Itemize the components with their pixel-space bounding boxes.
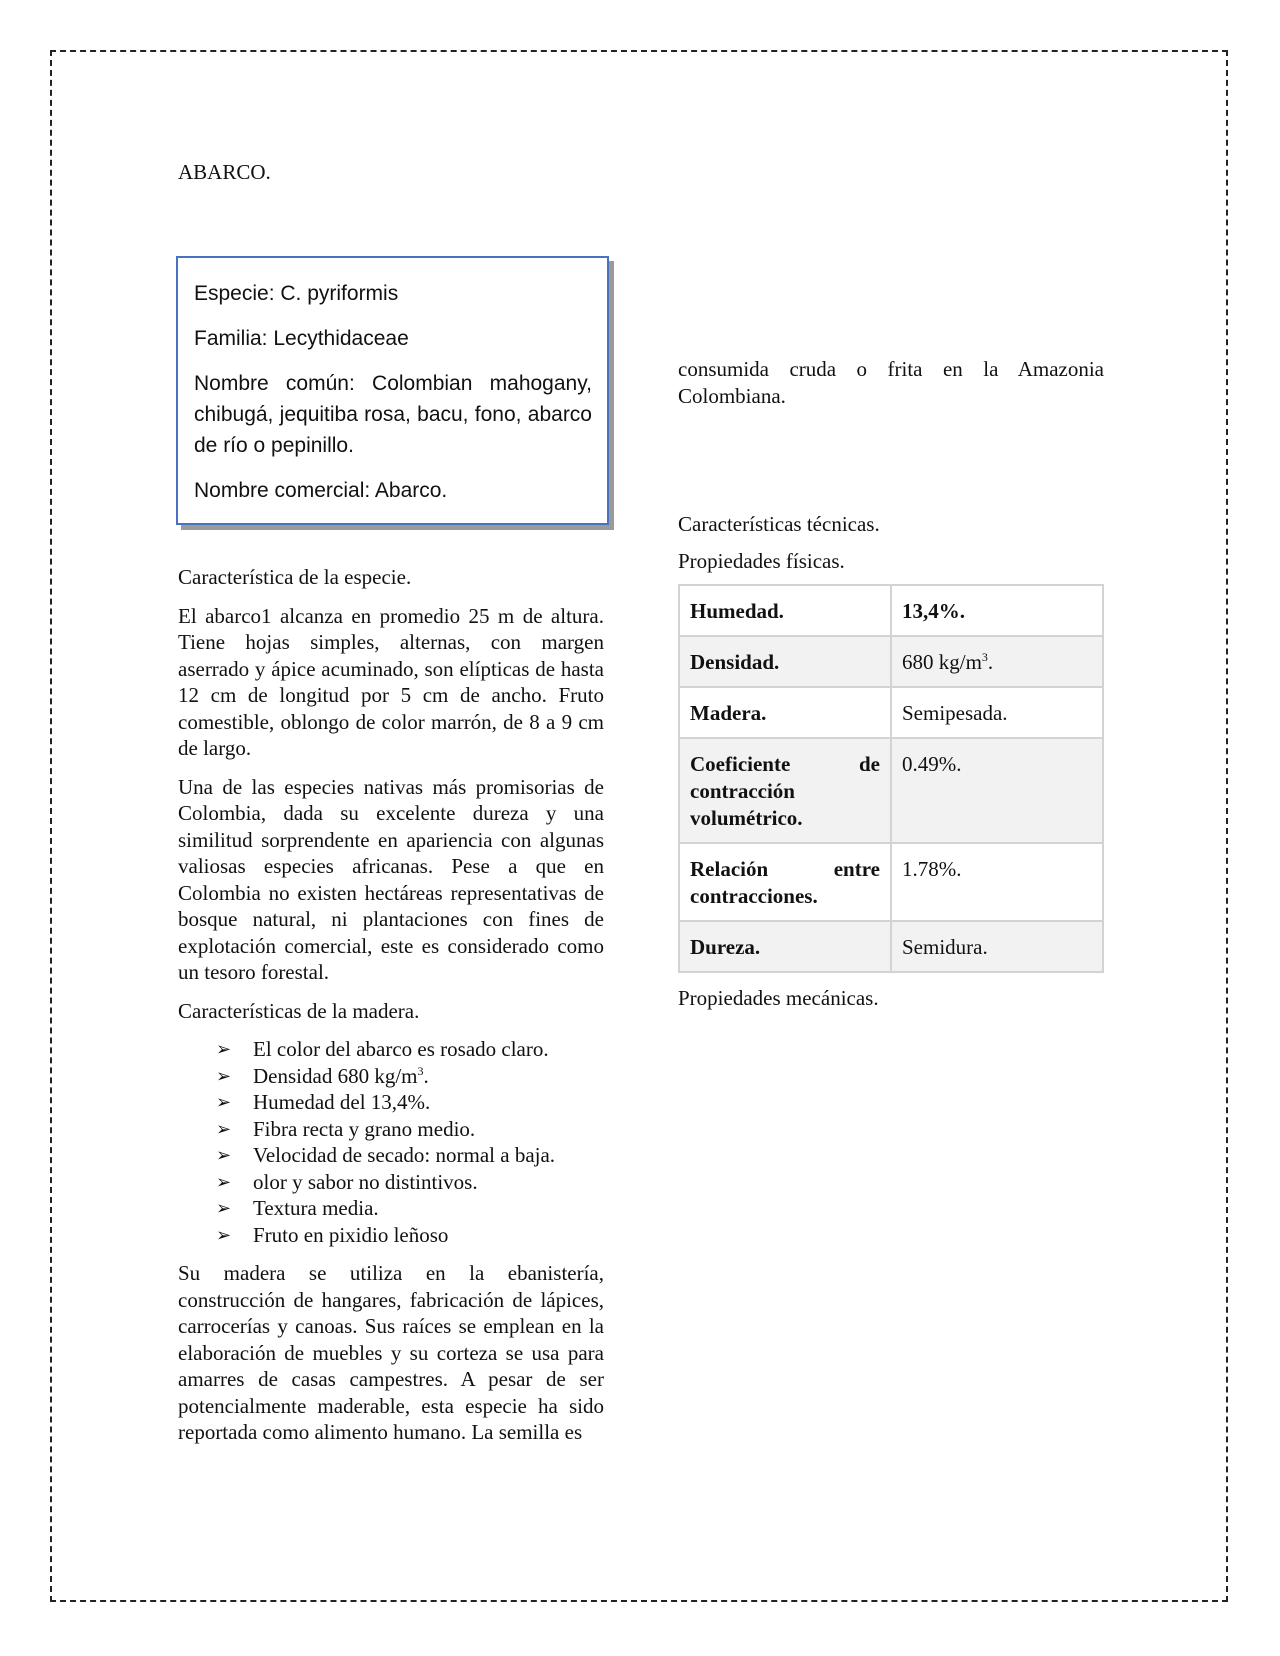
list-item-text: Densidad 680 kg/m bbox=[253, 1063, 418, 1088]
mechanical-properties-heading: Propiedades mecánicas. bbox=[678, 986, 879, 1010]
property-value: 13,4%. bbox=[902, 599, 965, 623]
superscript: 3 bbox=[981, 650, 988, 664]
list-item bbox=[216, 1116, 604, 1143]
superscript: 3 bbox=[417, 1063, 424, 1078]
list-item bbox=[216, 1036, 604, 1063]
list-item bbox=[216, 1195, 604, 1222]
property-value-cell bbox=[891, 585, 1103, 636]
physical-properties-heading: Propiedades físicas. bbox=[678, 548, 845, 573]
property-name-cell: Coeficiente de contracción volumétrico. bbox=[679, 738, 891, 843]
list-item bbox=[216, 1222, 604, 1249]
continuation-paragraph: consumida cruda o frita en la Amazonia Colombiana. bbox=[678, 357, 1104, 408]
list-item-text: Textura media. bbox=[253, 1196, 379, 1220]
list-item bbox=[216, 1142, 604, 1169]
list-item bbox=[216, 1063, 604, 1090]
commercial-name: Nombre comercial: Abarco. bbox=[194, 479, 448, 502]
property-value-cell bbox=[891, 687, 1103, 738]
property-value-suffix: . bbox=[987, 650, 994, 674]
property-value-cell bbox=[891, 636, 1103, 687]
arrow-bullet-icon: ➢ bbox=[216, 1092, 232, 1112]
list-item-text: Humedad del 13,4%. bbox=[253, 1090, 431, 1114]
table-row bbox=[679, 843, 1103, 921]
uses-paragraph: Su madera se utiliza en la ebanistería, construcción de hangares, fabricación de lápices, carrocerías y canoas. Sus raíces se emplean en la elaboración de muebles y su corteza se usa para amarres de casas campestres. A pesar de ser potencialmente maderable, esta especie ha sido reportada como alimento humano. La semilla es bbox=[178, 1261, 604, 1444]
property-value-cell bbox=[891, 738, 1103, 843]
left-column bbox=[178, 564, 604, 1458]
arrow-bullet-icon: ➢ bbox=[216, 1065, 232, 1086]
list-item-text: Fruto en pixidio leñoso bbox=[253, 1222, 449, 1247]
property-value: 680 kg/m bbox=[902, 650, 982, 674]
wood-heading: Características de la madera. bbox=[178, 998, 420, 1023]
property-name-cell: Relación entre contracciones. bbox=[679, 843, 891, 921]
property-value: 0.49%. bbox=[902, 752, 962, 776]
list-item-text: olor y sabor no distintivos. bbox=[253, 1169, 478, 1194]
property-value: Semipesada. bbox=[902, 701, 1008, 725]
family-name: Familia: Lecythidaceae bbox=[194, 327, 409, 350]
list-item-suffix: . bbox=[423, 1063, 429, 1088]
arrow-bullet-icon: ➢ bbox=[216, 1224, 232, 1245]
arrow-bullet-icon: ➢ bbox=[216, 1171, 232, 1192]
list-item bbox=[216, 1169, 604, 1196]
property-value-cell bbox=[891, 843, 1103, 921]
list-item-text: El color del abarco es rosado claro. bbox=[253, 1037, 549, 1061]
property-name-cell: Densidad. bbox=[679, 636, 891, 687]
physical-properties-table bbox=[678, 584, 1104, 973]
wood-characteristics-list bbox=[178, 1036, 604, 1248]
table-row bbox=[679, 921, 1103, 972]
property-value: 1.78%. bbox=[902, 857, 962, 881]
property-name-cell: Madera. bbox=[679, 687, 891, 738]
arrow-bullet-icon: ➢ bbox=[216, 1039, 232, 1059]
list-item-text: Fibra recta y grano medio. bbox=[253, 1116, 476, 1141]
list-item-text: Velocidad de secado: normal a baja. bbox=[253, 1143, 556, 1167]
right-column bbox=[678, 356, 1104, 1024]
common-names: Nombre común: Colombian mahogany, chibugá, jequitiba rosa, bacu, fono, abarco de río o pepinillo. bbox=[194, 372, 592, 457]
species-info-box bbox=[176, 256, 609, 525]
arrow-bullet-icon: ➢ bbox=[216, 1145, 232, 1165]
property-name-cell: Dureza. bbox=[679, 921, 891, 972]
species-heading: Característica de la especie. bbox=[178, 565, 412, 589]
property-value-cell bbox=[891, 921, 1103, 972]
species-name: Especie: C. pyriformis bbox=[194, 282, 399, 305]
property-value: Semidura. bbox=[902, 935, 988, 959]
document-title: ABARCO. bbox=[178, 160, 271, 184]
species-paragraph-2: Una de las especies nativas más promisorias de Colombia, dada su excelente dureza y una similitud sorprendente en apariencia con algunas valiosas especies africanas. Pese a que en Colombia no existen hectáreas representativas de bosque natural, ni plantaciones con fines de explotación comercial, este es considerado como un tesoro forestal. bbox=[178, 774, 604, 984]
species-paragraph-1: El abarco1 alcanza en promedio 25 m de altura. Tiene hojas simples, alternas, con margen aserrado y ápice acuminado, son elípticas de hasta 12 cm de longitud por 5 cm de ancho. Fruto comestible, oblongo de color marrón, de 8 a 9 cm de largo. bbox=[178, 603, 604, 760]
table-row bbox=[679, 687, 1103, 738]
arrow-bullet-icon: ➢ bbox=[216, 1118, 232, 1139]
arrow-bullet-icon: ➢ bbox=[216, 1198, 232, 1218]
table-row bbox=[679, 585, 1103, 636]
technical-heading: Características técnicas. bbox=[678, 512, 880, 536]
property-name-cell: Humedad. bbox=[679, 585, 891, 636]
table-row bbox=[679, 738, 1103, 843]
list-item bbox=[216, 1089, 604, 1116]
table-row bbox=[679, 636, 1103, 687]
